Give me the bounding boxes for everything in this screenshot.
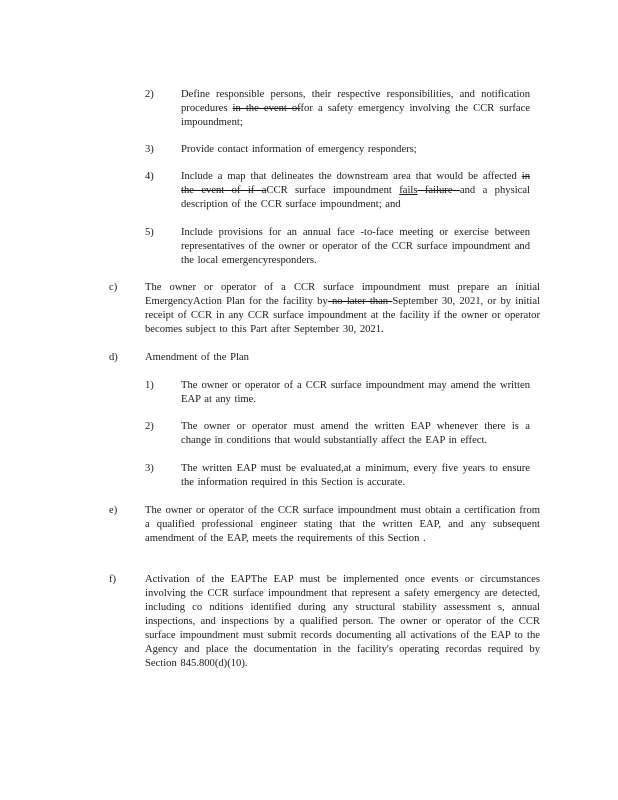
item-text: The owner or operator of the CCR surface impoundment must obtain a certification from a qualified professional engineer stating that the written EAP, and any subsequent amendment of the EAP, meets the requirements of this Section . (145, 505, 540, 544)
section-e (109, 504, 540, 546)
deleted-text: failure (417, 185, 460, 196)
item-text: Define responsible persons, their respective responsibilities, and notification procedures in the event offor a safety emergency involving the CCR surface impoundment; (181, 89, 530, 128)
item-number: 3) (145, 463, 154, 474)
item-number: d) (109, 352, 118, 363)
item-text: Activation of the EAPThe EAP must be implemented once events or circumstances involving the CCR surface impoundment that represent a safety emergency are detected, including co nditions identified during any structural stability assessment s, annual inspections, and inspections by a qualified person. The owner or operator of the CCR surface impoundment must submit records documenting all activations of the EAP to the Agency and place the documentation in the facility's operating recordas required by Section 845.800(d)(10). (145, 574, 540, 669)
item-number: c) (109, 282, 118, 293)
list-item-d2 (145, 420, 530, 448)
item-number: 3) (145, 144, 154, 155)
item-text: Include provisions for an annual face -to-face meeting or exercise between representatives of the owner or operator of the CCR surface impoundment and the local emergencyresponders. (181, 227, 530, 266)
deleted-text: in the event of (232, 103, 301, 114)
section-d (109, 351, 540, 365)
item-text: Amendment of the Plan (145, 352, 249, 363)
item-number: 1) (145, 380, 154, 391)
item-text: Provide contact information of emergency responders; (181, 144, 417, 155)
item-number: 2) (145, 89, 154, 100)
item-text: The written EAP must be evaluated,at a minimum, every five years to ensure the information required in this Section is accurate. (181, 463, 530, 488)
list-item-2 (145, 88, 530, 130)
item-number: e) (109, 505, 118, 516)
section-f (109, 573, 540, 671)
item-number: 5) (145, 227, 154, 238)
item-text: The owner or operator of a CCR surface impoundment may amend the written EAP at any time. (181, 380, 530, 405)
inserted-text: fails (399, 185, 418, 196)
item-number: f) (109, 574, 117, 585)
section-c (109, 281, 540, 337)
list-item-3 (145, 143, 530, 157)
list-item-5 (145, 226, 530, 268)
item-number: 4) (145, 171, 154, 182)
list-item-4 (145, 170, 530, 212)
deleted-text: no later than (327, 296, 393, 307)
list-item-d3 (145, 462, 530, 490)
item-text: The owner or operator must amend the written EAP whenever there is a change in conditions that would substantially affect the EAP in effect. (181, 421, 530, 446)
item-number: 2) (145, 421, 154, 432)
item-text: Include a map that delineates the downstream area that would be affected in the event of if aCCR surface impoundment fails failure and a physical description of the CCR surface impoundment; and (181, 171, 530, 210)
deleted-text: in the event of if a (181, 171, 530, 196)
item-text: The owner or operator of a CCR surface impoundment must prepare an initial EmergencyAction Plan for the facility by no later than September 30, 2021, or by initial receipt of CCR in any CCR surface impoundment at the facility if the owner or operator becomes subject to this Part after September 30, 2021. (145, 282, 541, 335)
list-item-d1 (145, 379, 530, 407)
